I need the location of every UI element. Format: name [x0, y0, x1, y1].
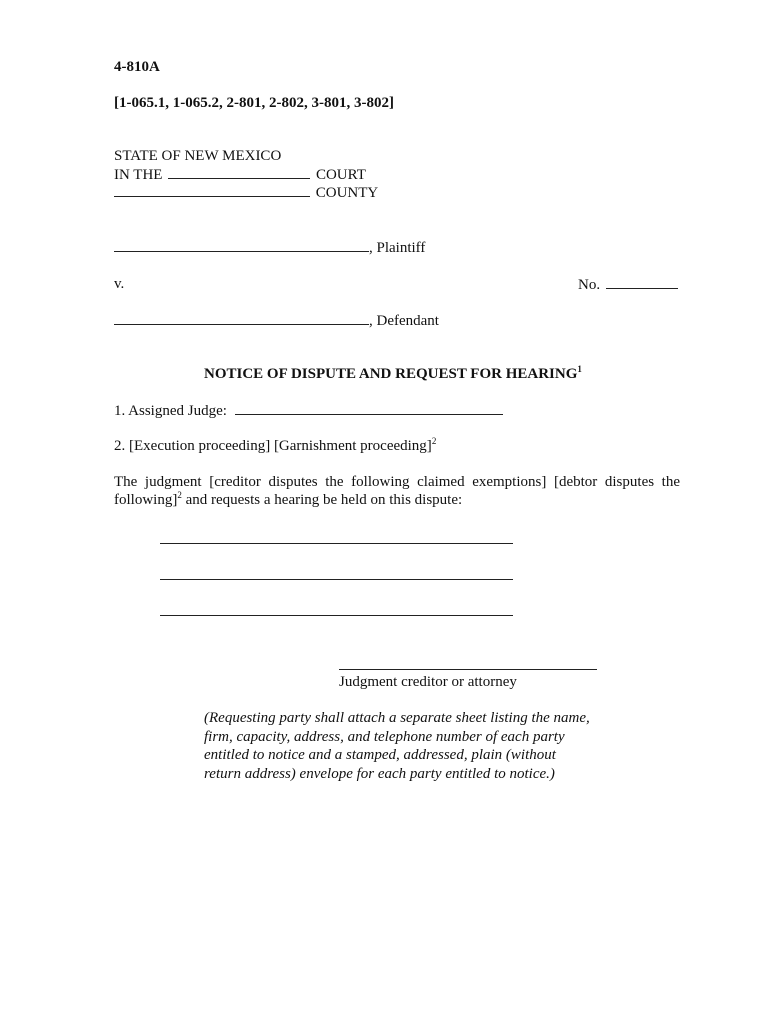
document-title [204, 365, 582, 383]
case-number-blank[interactable] [606, 275, 678, 289]
dispute-text-part1: The judgment [creditor disputes the following claimed exemptions] [debtor disputes the following] [114, 474, 680, 508]
signature-label: Judgment creditor or attorney [339, 674, 517, 690]
county-line [114, 183, 378, 202]
title-footnote-marker: 1 [577, 364, 582, 374]
proceeding-footnote-marker: 2 [431, 436, 437, 446]
dispute-blank-line-1[interactable] [160, 543, 513, 544]
court-line [114, 165, 366, 184]
county-name-blank[interactable] [114, 183, 310, 197]
plaintiff-label: , Plaintiff [369, 240, 426, 256]
assigned-judge-label: 1. Assigned Judge: [114, 403, 227, 419]
plaintiff-line [114, 238, 425, 257]
dispute-blank-line-2[interactable] [160, 579, 513, 580]
plaintiff-name-blank[interactable] [114, 238, 369, 252]
defendant-name-blank[interactable] [114, 311, 369, 325]
dispute-paragraph [114, 473, 680, 509]
versus-label: v. [114, 276, 125, 292]
rule-references: [1-065.1, 1-065.2, 2-801, 2-802, 3-801, 3-802] [114, 95, 394, 111]
dispute-footnote-marker: 2 [177, 490, 182, 500]
county-label: COUNTY [315, 185, 379, 201]
proceeding-type-text: 2. [Execution proceeding] [Garnishment proceeding] [114, 438, 432, 454]
state-heading: STATE OF NEW MEXICO [114, 148, 282, 164]
dispute-blank-line-3[interactable] [160, 615, 513, 616]
assigned-judge-line [114, 401, 503, 420]
proceeding-type-line [114, 437, 436, 455]
dispute-text-part2: and requests a hearing be held on this dispute: [181, 492, 463, 508]
form-number: 4-810A [114, 59, 160, 75]
assigned-judge-blank[interactable] [235, 401, 503, 415]
defendant-label: , Defendant [369, 313, 439, 329]
defendant-line [114, 311, 439, 330]
attachment-instructions: (Requesting party shall attach a separate sheet listing the name, firm, capacity, address, and telephone number of each party entitled to notice and a stamped, addressed, plain (without return address) envelope for each party entitled to notice.) [204, 710, 590, 782]
court-label: COURT [315, 167, 366, 183]
case-number-line [578, 275, 678, 294]
document-title-text: NOTICE OF DISPUTE AND REQUEST FOR HEARING [204, 366, 578, 382]
court-name-blank[interactable] [168, 165, 310, 179]
in-the-label: IN THE [114, 167, 163, 183]
signature-line[interactable] [339, 669, 597, 670]
case-number-label: No. [578, 277, 601, 293]
